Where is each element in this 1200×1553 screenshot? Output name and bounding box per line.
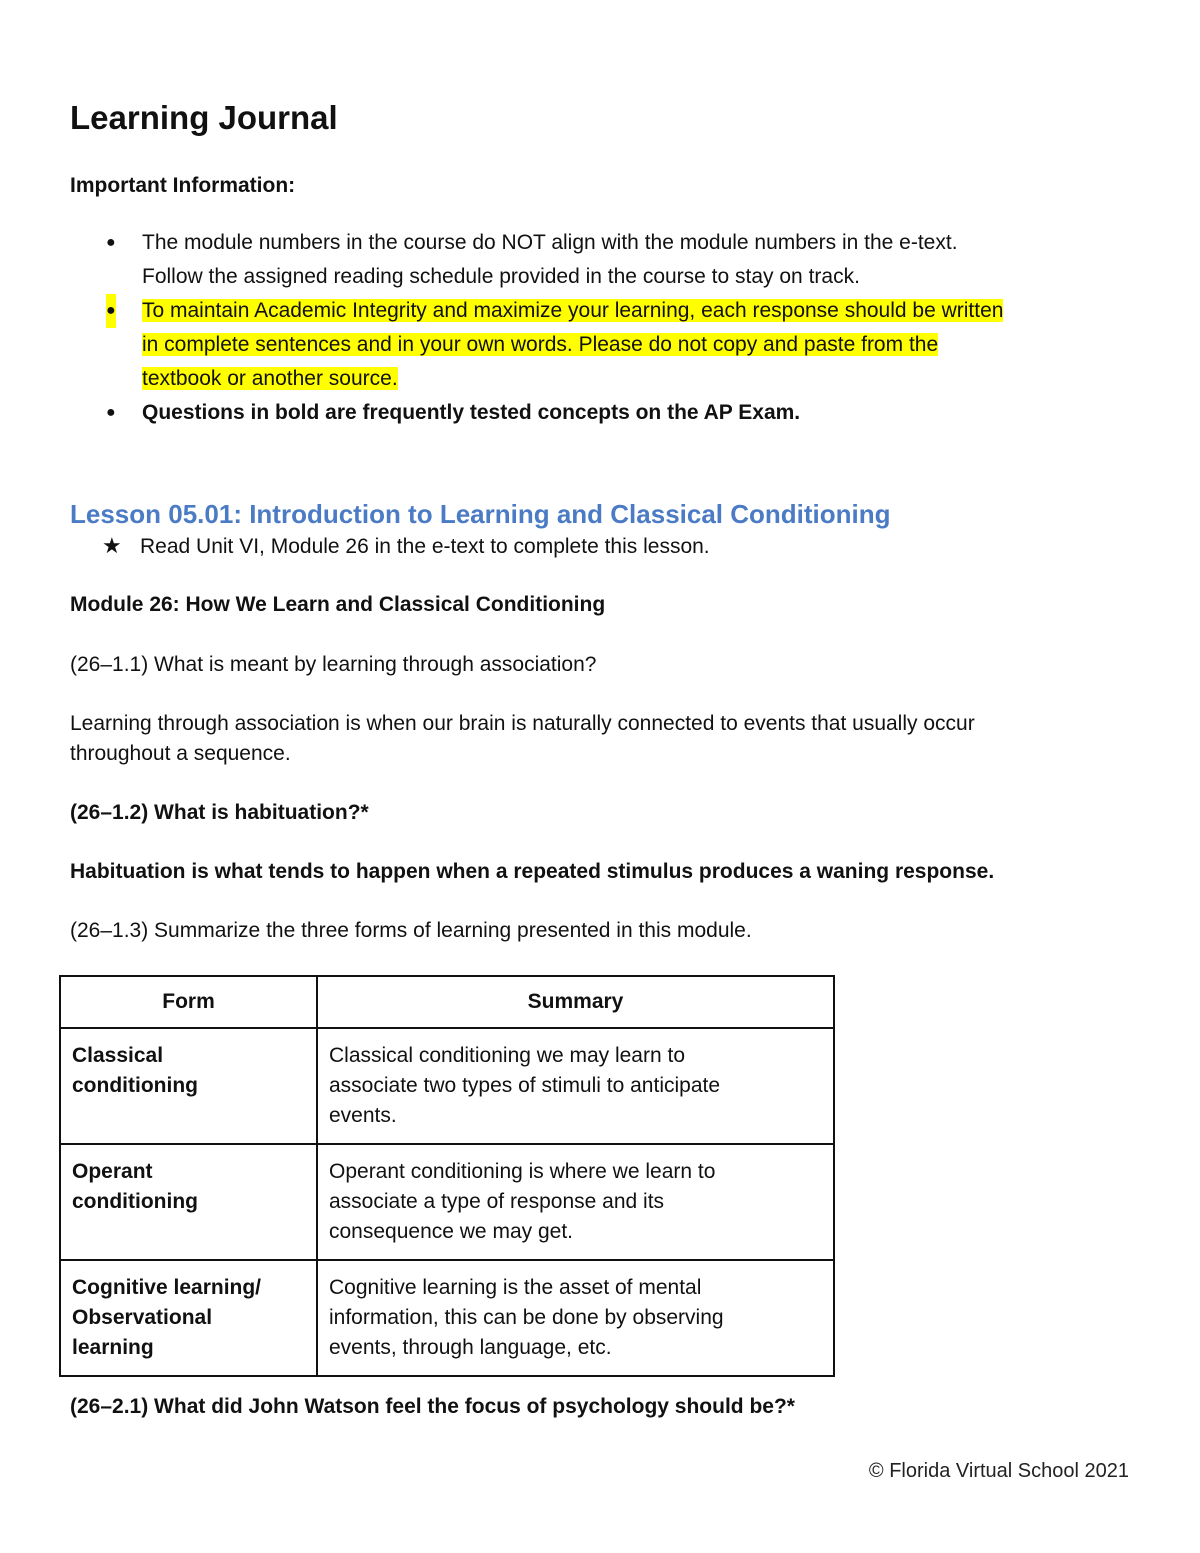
info-item-text: in complete sentences and in your own words. Please do not copy and paste from the [142,333,939,356]
form-text: conditioning [72,1074,198,1097]
form-cell [60,1260,317,1376]
summary-cell [317,1028,834,1144]
reading-text: Read Unit VI, Module 26 in the e-text to complete this lesson. [140,535,710,558]
learning-forms-table [59,975,835,1377]
form-text: Cognitive learning/ [72,1276,262,1299]
summary-text: information, this can be done by observing [329,1306,724,1329]
reading-assignment [102,531,710,562]
bullet-icon: ● [106,404,116,421]
table-header-row [60,976,834,1028]
info-item-highlighted [70,294,1130,396]
summary-text: associate two types of stimuli to anticipate [329,1074,721,1097]
form-text: Observational [72,1306,213,1329]
column-header-form: Form [60,976,317,1028]
form-text: conditioning [72,1190,198,1213]
copyright-footer: © Florida Virtual School 2021 [868,1460,1129,1482]
question-1: (26–1.1) What is meant by learning through association? [70,653,597,676]
lesson-title: Lesson 05.01: Introduction to Learning and Classical Conditioning [70,499,891,529]
column-header-summary: Summary [317,976,834,1028]
summary-text: Classical conditioning we may learn to [329,1044,686,1067]
bullet-icon: ● [106,234,116,251]
question-3: (26–1.3) Summarize the three forms of learning presented in this module. [70,919,752,942]
answer-text: Learning through association is when our brain is naturally connected to events that usually occur [70,712,975,735]
answer-2: Habituation is what tends to happen when a repeated stimulus produces a waning response. [70,860,995,883]
answer-text: throughout a sequence. [70,742,291,765]
summary-cell [317,1144,834,1260]
info-item-text: Questions in bold are frequently tested concepts on the AP Exam. [142,401,801,424]
form-text: learning [72,1336,154,1359]
question-2: (26–1.2) What is habituation?* [70,801,369,824]
bullet-icon: ● [106,294,116,328]
form-text: Operant [72,1160,153,1183]
summary-text: events, through language, etc. [329,1336,612,1359]
important-info-heading: Important Information: [70,174,296,197]
form-text: Classical [72,1044,164,1067]
page-title: Learning Journal [70,99,338,136]
summary-text: Operant conditioning is where we learn to [329,1160,716,1183]
summary-text: Cognitive learning is the asset of mental [329,1276,702,1299]
info-item-text: Follow the assigned reading schedule provided in the course to stay on track. [142,265,860,288]
module-heading: Module 26: How We Learn and Classical Conditioning [70,593,606,616]
important-info-list [70,226,1130,430]
answer-1 [70,709,1140,769]
table-row [60,1144,834,1260]
info-item [70,396,1130,430]
info-item [70,226,1130,294]
info-item-text: textbook or another source. [142,367,398,390]
question-4: (26–2.1) What did John Watson feel the focus of psychology should be?* [70,1395,795,1418]
table-row [60,1260,834,1376]
summary-text: events. [329,1104,397,1127]
table-row [60,1028,834,1144]
star-icon: ★ [102,533,122,558]
form-cell [60,1144,317,1260]
form-cell [60,1028,317,1144]
info-item-text: The module numbers in the course do NOT align with the module numbers in the e-text. [142,231,958,254]
summary-text: associate a type of response and its [329,1190,665,1213]
summary-text: consequence we may get. [329,1220,573,1243]
summary-cell [317,1260,834,1376]
info-item-text: To maintain Academic Integrity and maximize your learning, each response should be written [142,299,1004,322]
